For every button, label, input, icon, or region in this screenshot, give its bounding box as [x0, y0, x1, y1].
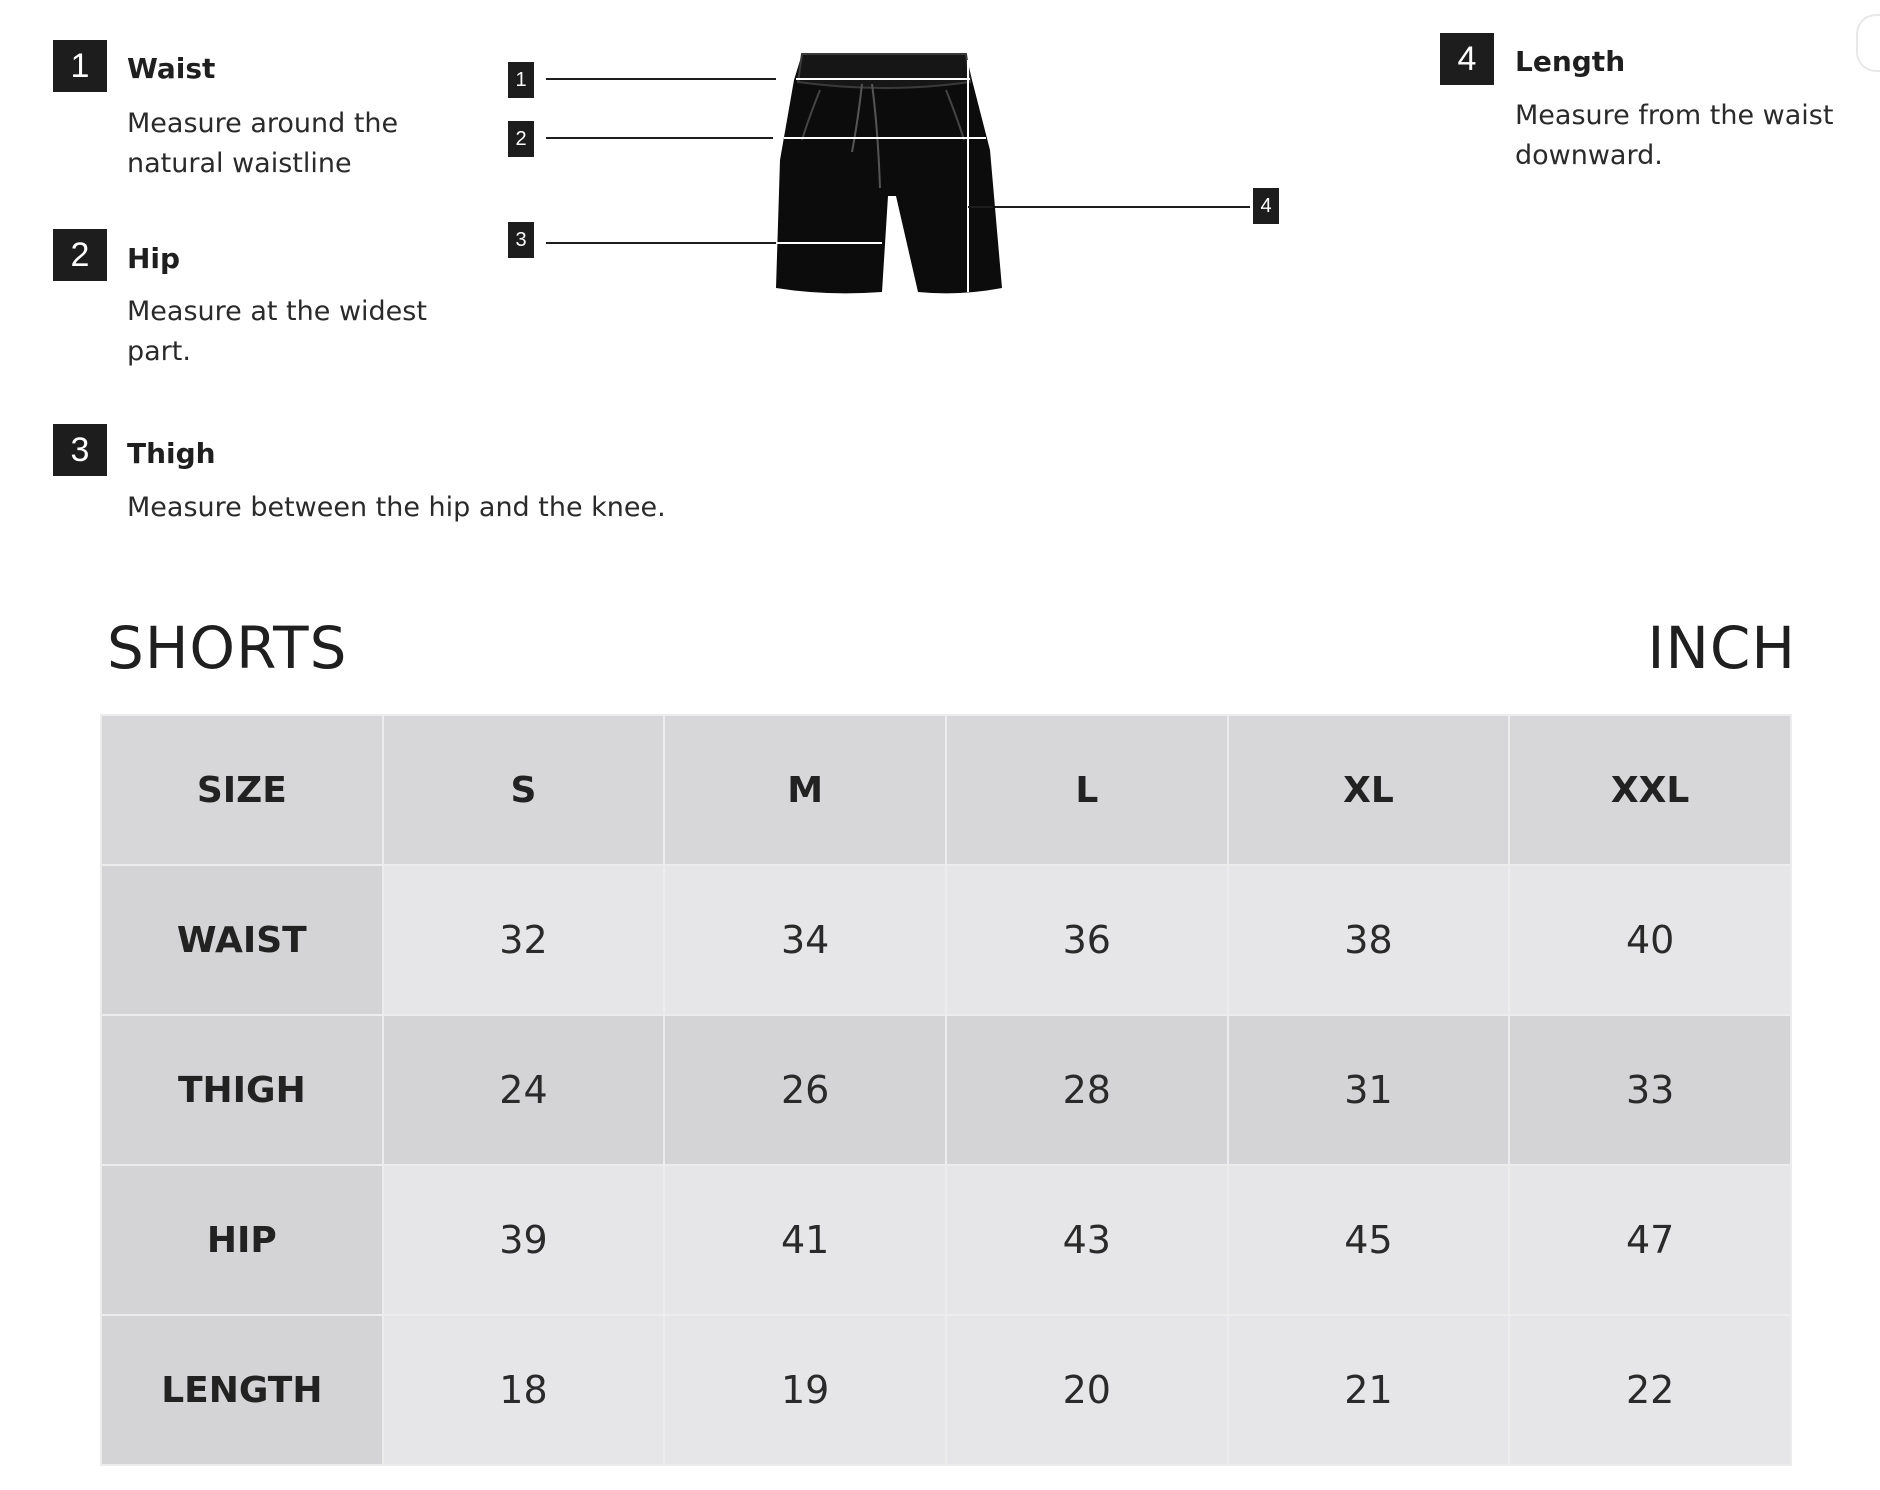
header-l: L	[946, 715, 1228, 865]
table-cell: 31	[1228, 1015, 1510, 1165]
table-cell: 33	[1509, 1015, 1791, 1165]
number-badge-4: 4	[1440, 33, 1494, 85]
measurement-desc-waist: Measure around the natural waistline	[127, 108, 399, 179]
callout-1: 1	[508, 62, 534, 98]
callout-2: 2	[508, 121, 534, 157]
number-badge-3: 3	[53, 424, 107, 476]
table-cell: 38	[1228, 865, 1510, 1015]
shorts-waistband	[798, 54, 970, 88]
table-row	[101, 1315, 1791, 1465]
header-m: M	[664, 715, 946, 865]
table-cell: 34	[664, 865, 946, 1015]
header-xxl: XXL	[1509, 715, 1791, 865]
row-label: LENGTH	[101, 1315, 383, 1465]
table-cell: 19	[664, 1315, 946, 1465]
shorts-illustration	[0, 0, 1300, 330]
table-cell: 40	[1509, 865, 1791, 1015]
table-cell: 41	[664, 1165, 946, 1315]
header-s: S	[383, 715, 665, 865]
table-cell: 36	[946, 865, 1228, 1015]
table-cell: 45	[1228, 1165, 1510, 1315]
measurement-title-waist: Waist	[127, 52, 216, 85]
measurement-title-hip: Hip	[127, 242, 181, 275]
header-size: SIZE	[101, 715, 383, 865]
page-edge-tab	[1856, 14, 1880, 72]
table-cell: 22	[1509, 1315, 1791, 1465]
callout-4: 4	[1253, 188, 1279, 224]
table-cell: 47	[1509, 1165, 1791, 1315]
row-label: HIP	[101, 1165, 383, 1315]
table-cell: 18	[383, 1315, 665, 1465]
size-chart-table	[100, 714, 1792, 1466]
row-label: WAIST	[101, 865, 383, 1015]
table-cell: 43	[946, 1165, 1228, 1315]
row-label: THIGH	[101, 1015, 383, 1165]
table-cell: 39	[383, 1165, 665, 1315]
measurement-desc-hip: Measure at the widest part.	[127, 296, 427, 367]
table-cell: 26	[664, 1015, 946, 1165]
table-title: SHORTS	[107, 614, 348, 682]
table-cell: 28	[946, 1015, 1228, 1165]
table-cell: 20	[946, 1315, 1228, 1465]
table-header-row	[101, 715, 1791, 865]
measurement-title-thigh: Thigh	[127, 437, 216, 470]
table-row	[101, 865, 1791, 1015]
number-badge-1: 1	[53, 40, 107, 92]
measurement-title-length: Length	[1515, 45, 1626, 78]
measurement-desc-length: Measure from the waist downward.	[1515, 100, 1834, 171]
header-xl: XL	[1228, 715, 1510, 865]
table-cell: 21	[1228, 1315, 1510, 1465]
unit-label: INCH	[1647, 614, 1796, 682]
table-row	[101, 1165, 1791, 1315]
table-cell: 24	[383, 1015, 665, 1165]
number-badge-2: 2	[53, 229, 107, 281]
table-cell: 32	[383, 865, 665, 1015]
callout-3: 3	[508, 222, 534, 258]
table-row	[101, 1015, 1791, 1165]
measurement-desc-thigh: Measure between the hip and the knee.	[127, 492, 666, 523]
